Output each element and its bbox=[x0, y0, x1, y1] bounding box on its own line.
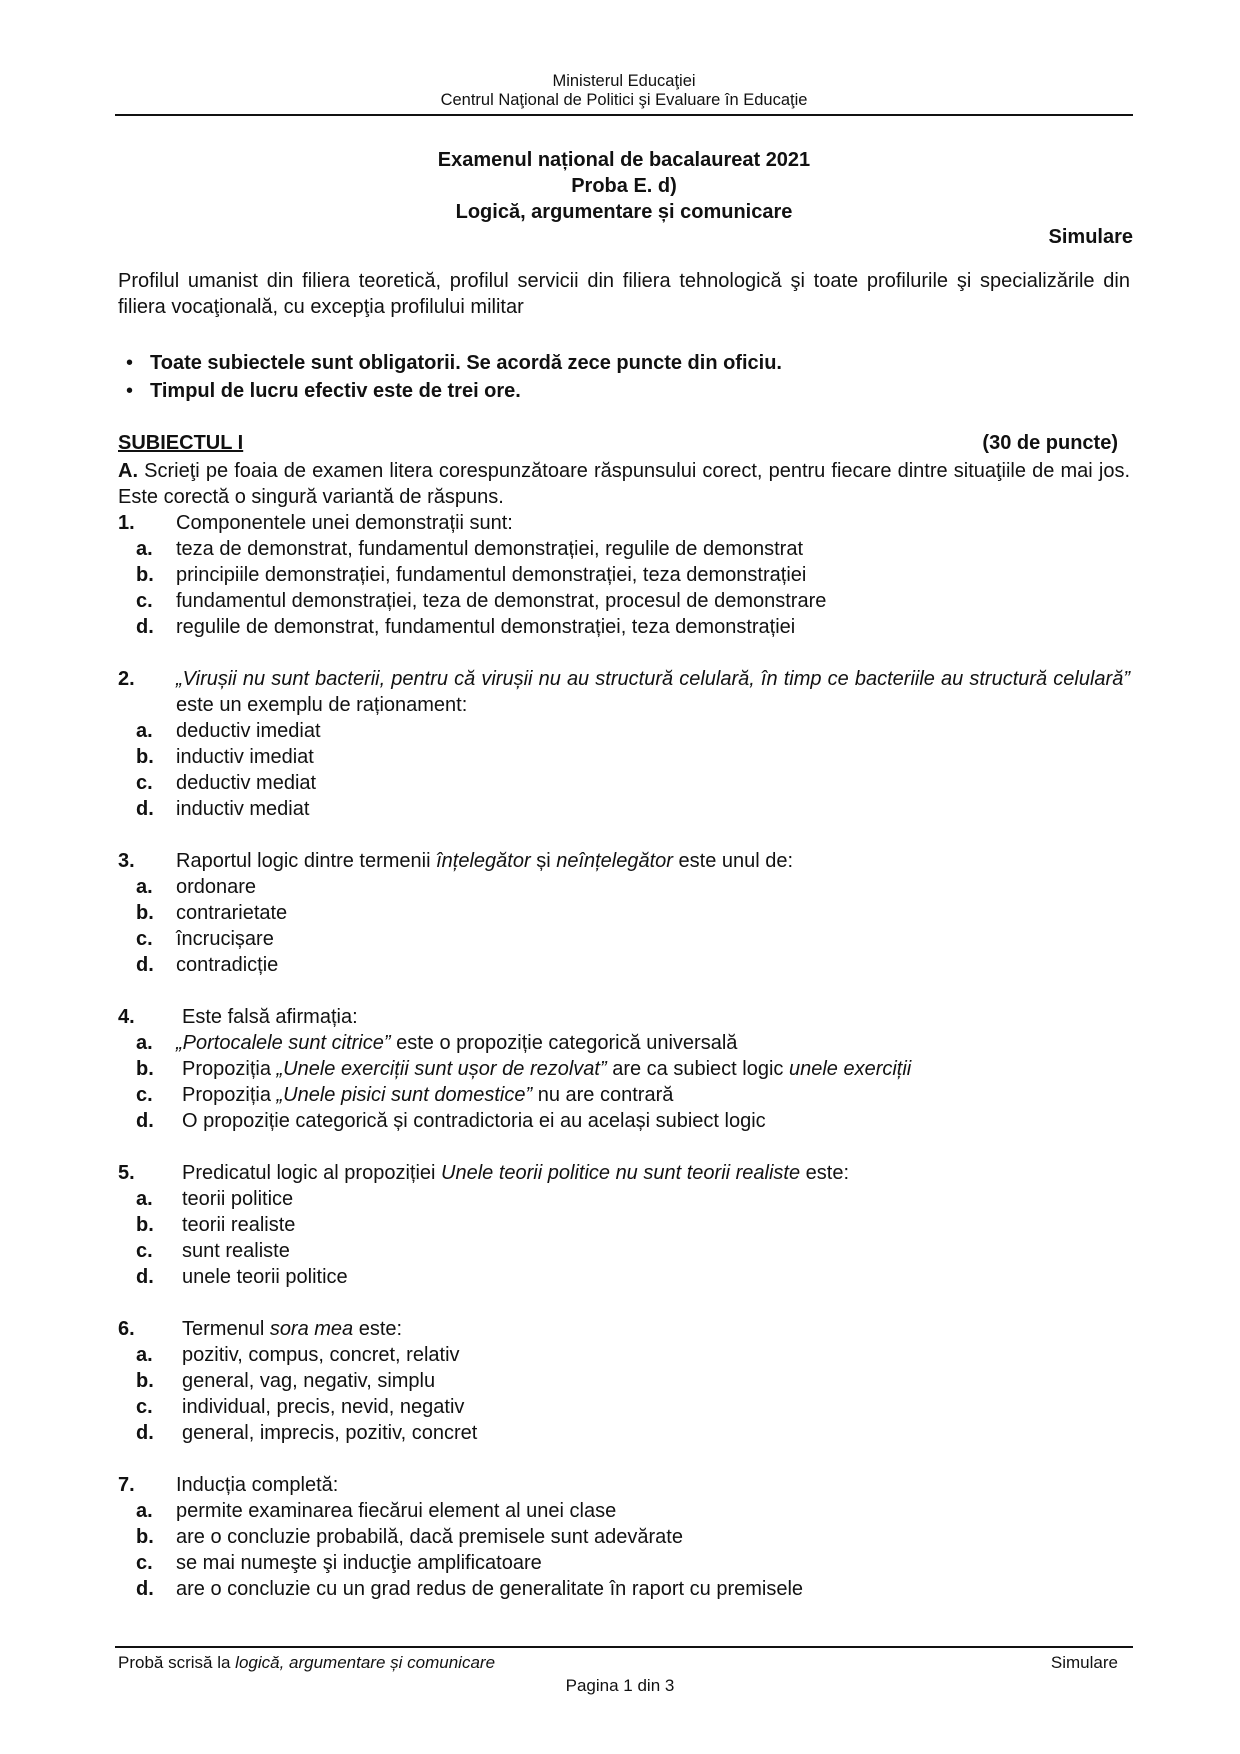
question bbox=[118, 1472, 1130, 1602]
answer-option: d. inductiv mediat bbox=[136, 798, 310, 820]
exam-variant: Simulare bbox=[1048, 226, 1133, 248]
rule-item bbox=[126, 349, 782, 377]
exam-title-line3: Logică, argumentare și comunicare bbox=[455, 201, 793, 223]
answer-option: d. contradicție bbox=[136, 954, 279, 976]
answer-option: a. ordonare bbox=[136, 876, 257, 898]
answer-option: b. teorii realiste bbox=[136, 1214, 296, 1236]
answer-option: c. fundamentul demonstrației, teza de demonstrat, procesul de demonstrare bbox=[136, 590, 827, 612]
question-text: Termenul sora mea este: bbox=[182, 1318, 403, 1340]
question-text: Raportul logic dintre termenii înțelegător și neînțelegător este unul de: bbox=[176, 850, 794, 872]
profile-text: Profilul umanist din filiera teoretică, profilul servicii din filiera tehnologică şi toate profilurile şi specializările din filiera vocaţională, cu excepţia profilului militar bbox=[118, 270, 1130, 318]
answer-option: c. sunt realiste bbox=[136, 1240, 290, 1262]
answer-option: a. deductiv imediat bbox=[136, 720, 321, 742]
answer-option: d. O propoziție categorică și contradictoria ei au același subiect logic bbox=[136, 1110, 766, 1132]
question-text: Componentele unei demonstrații sunt: bbox=[176, 512, 513, 534]
footer-divider bbox=[115, 1646, 1133, 1648]
question-text: Predicatul logic al propoziției Unele teorii politice nu sunt teorii realiste este: bbox=[182, 1162, 850, 1184]
question bbox=[118, 1316, 1130, 1446]
answer-option: c. individual, precis, nevid, negativ bbox=[136, 1396, 465, 1418]
question bbox=[118, 666, 1130, 822]
answer-option: a. teorii politice bbox=[136, 1188, 294, 1210]
rule-text: Toate subiectele sunt obligatorii. Se acordă zece puncte din oficiu. bbox=[150, 352, 782, 374]
answer-option: b. contrarietate bbox=[136, 902, 288, 924]
answer-option: b. inductiv imediat bbox=[136, 746, 314, 768]
center-name: Centrul Naţional de Politici şi Evaluare în Educaţie bbox=[440, 91, 808, 109]
answer-option: b. general, vag, negativ, simplu bbox=[136, 1370, 436, 1392]
question-number: 1. bbox=[118, 512, 135, 534]
footer-subject: Probă scrisă la logică, argumentare și comunicare bbox=[118, 1653, 496, 1672]
exam-title-line1: Examenul național de bacalaureat 2021 bbox=[437, 149, 811, 171]
rule-item bbox=[126, 377, 782, 405]
question-number: 5. bbox=[118, 1162, 135, 1184]
answer-option: c. deductiv mediat bbox=[136, 772, 317, 794]
answer-option: a. pozitiv, compus, concret, relativ bbox=[136, 1344, 460, 1366]
question-text: Inducția completă: bbox=[176, 1474, 339, 1496]
answer-option: d. are o concluzie cu un grad redus de generalitate în raport cu premisele bbox=[136, 1578, 804, 1600]
section-letter: A. bbox=[118, 460, 138, 482]
question-number: 7. bbox=[118, 1474, 135, 1496]
answer-option: b. principiile demonstrației, fundamentul demonstrației, teza demonstrației bbox=[136, 564, 807, 586]
question bbox=[118, 848, 1130, 978]
subject-points: (30 de puncte) bbox=[982, 432, 1118, 454]
exam-title-line2: Proba E. d) bbox=[571, 175, 677, 197]
subject-section bbox=[118, 430, 1130, 1602]
bullet-icon: • bbox=[126, 352, 134, 374]
question-number: 2. bbox=[118, 668, 135, 690]
answer-option: a. permite examinarea fiecărui element al unei clase bbox=[136, 1500, 617, 1522]
answer-option: c. Propoziția „Unele pisici sunt domestice” nu are contrară bbox=[136, 1084, 674, 1106]
question-text: „Virușii nu sunt bacterii, pentru că virușii nu au structură celulară, în timp ce bacteriile au structură celulară” este un exemplu de raționament: bbox=[176, 668, 1130, 716]
exam-rules bbox=[126, 349, 782, 405]
question-number: 3. bbox=[118, 850, 135, 872]
question bbox=[118, 1160, 1130, 1290]
answer-option: d. unele teorii politice bbox=[136, 1266, 348, 1288]
answer-option: d. general, imprecis, pozitiv, concret bbox=[136, 1422, 478, 1444]
question-text: Este falsă afirmația: bbox=[182, 1006, 358, 1028]
bullet-icon: • bbox=[126, 380, 134, 402]
footer-variant: Simulare bbox=[1050, 1653, 1118, 1672]
intro-text: Scrieţi pe foaia de examen litera corespunzătoare răspunsului corect, pentru fiecare dintre situaţiile de mai jos. Este corectă o singură variantă de răspuns. bbox=[118, 460, 1130, 508]
answer-option: d. regulile de demonstrat, fundamentul demonstrației, teza demonstrației bbox=[136, 616, 796, 638]
question-number: 6. bbox=[118, 1318, 135, 1340]
header-divider bbox=[115, 114, 1133, 116]
answer-option: b. are o concluzie probabilă, dacă premisele sunt adevărate bbox=[136, 1526, 683, 1548]
subject-intro bbox=[118, 458, 1130, 510]
answer-option: c. încrucișare bbox=[136, 928, 274, 950]
rule-text: Timpul de lucru efectiv este de trei ore. bbox=[150, 380, 521, 402]
subject-label: SUBIECTUL I bbox=[118, 432, 244, 454]
answer-option: c. se mai numeşte şi inducţie amplificatoare bbox=[136, 1552, 542, 1574]
page-number: Pagina 1 din 3 bbox=[565, 1676, 675, 1695]
answer-option: a. „Portocalele sunt citrice” este o propoziție categorică universală bbox=[136, 1032, 738, 1054]
answer-option: b. Propoziția „Unele exerciții sunt ușor de rezolvat” are ca subiect logic unele exerciții bbox=[136, 1058, 912, 1080]
question bbox=[118, 510, 1130, 640]
ministry-name: Ministerul Educaţiei bbox=[552, 72, 696, 90]
subject-heading bbox=[118, 430, 1130, 456]
question bbox=[118, 1004, 1130, 1134]
exam-title bbox=[115, 147, 1133, 225]
answer-option: a. teza de demonstrat, fundamentul demonstrației, regulile de demonstrat bbox=[136, 538, 804, 560]
ministry-header bbox=[115, 72, 1133, 110]
question-number: 4. bbox=[118, 1006, 135, 1028]
